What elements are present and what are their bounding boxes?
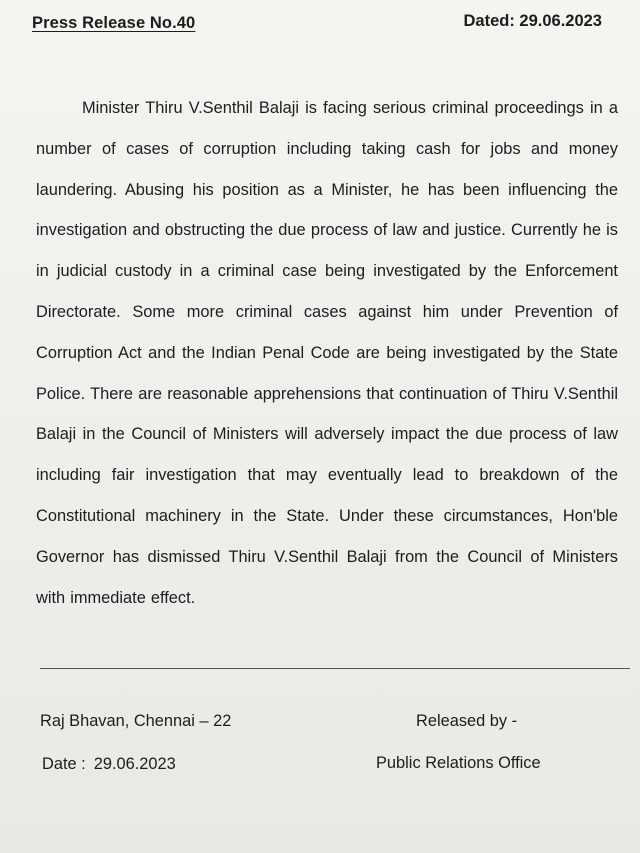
issuing-place: Raj Bhavan, Chennai – 22: [40, 712, 232, 730]
press-release-number: Press Release No.40: [32, 14, 196, 32]
release-date: Dated: 29.06.2023: [463, 12, 602, 30]
issuing-office: Public Relations Office: [376, 754, 541, 772]
footer-date-value: 29.06.2023: [93, 755, 176, 773]
document-header: [32, 12, 602, 42]
press-release-body: Minister Thiru V.Senthil Balaji is facing serious criminal proceedings in a number of cases of corruption including taking cash for jobs and money laundering. Abusing his position as a Minister, he has been influencing the investigation and obstructing the due process of law and justice. Currently he is in judicial custody in a criminal case being investigated by the Enforcement Directorate. Some more criminal cases against him under Prevention of Corruption Act and the Indian Penal Code are being investigated by the State Police. There are reasonable apprehensions that continuation of Thiru V.Senthil Balaji in the Council of Ministers will adversely impact the due process of law including fair investigation that may eventually lead to breakdown of the Constitutional machinery in the State. Under these circumstances, Hon'ble Governor has dismissed Thiru V.Senthil Balaji from the Council of Ministers with immediate effect.: [36, 99, 618, 607]
released-by-label: Released by -: [416, 712, 518, 730]
footer-date: [42, 755, 176, 774]
divider-line: [40, 668, 630, 669]
footer-date-label: Date :: [42, 755, 86, 773]
